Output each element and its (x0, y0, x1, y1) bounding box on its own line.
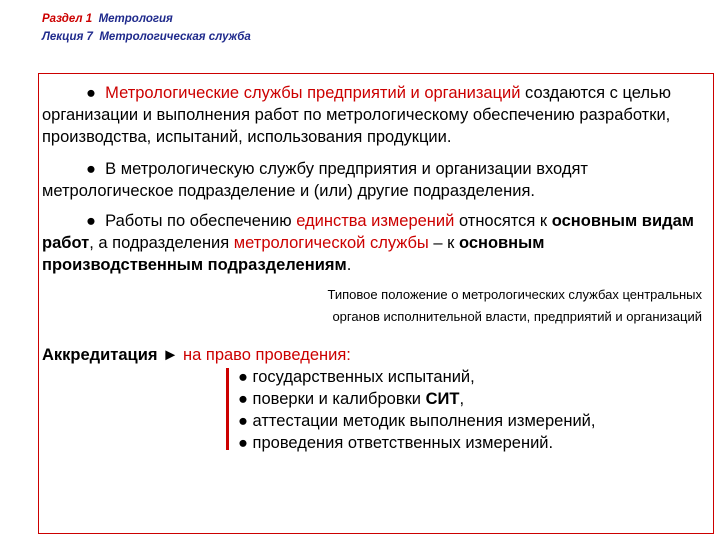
list-item: ● аттестации методик выполнения измерений, (238, 412, 596, 430)
accreditation-heading (42, 344, 351, 366)
lecture-line (42, 28, 251, 46)
list-item: ● поверки и калибровки СИТ, (238, 390, 465, 408)
accreditation-term: Аккредитация (42, 346, 158, 364)
slide-header (42, 10, 251, 46)
paragraph-text: Работы по обеспечению (105, 212, 297, 230)
section-title: Метрология (98, 13, 173, 25)
lecture-title: Метрологическая служба (99, 31, 251, 43)
bullet-icon: ● (86, 84, 96, 102)
paragraph-text: относятся к (454, 212, 552, 230)
accreditation-phrase: на право проведения: (183, 346, 351, 364)
paragraph-services (42, 82, 702, 148)
paragraph-text: создаются с целью организации и выполнения работ по метрологическому обеспечению разработки, производства, испытаний, использования продукции. (42, 84, 671, 146)
paragraph-text: В метрологическую службу предприятия и организации входят метрологическое подразделение и (или) другие подразделения. (42, 160, 588, 200)
note-line: органов исполнительной власти, предприятий и организаций (332, 309, 702, 324)
paragraph-works (42, 210, 702, 276)
paragraph-text: . (346, 256, 352, 274)
list-divider (226, 368, 229, 450)
accreditation-list (238, 366, 595, 454)
regulation-note (232, 284, 702, 328)
section-line (42, 10, 251, 28)
highlight-term: Метрологические службы предприятий и организаций (105, 84, 521, 102)
section-label: Раздел 1 (42, 13, 93, 25)
note-line: Типовое положение о метрологических службах центральных (327, 287, 702, 302)
arrow-right-icon: ► (162, 346, 179, 364)
paragraph-text: , а подразделения (89, 234, 234, 252)
list-item: ● проведения ответственных измерений. (238, 434, 554, 452)
paragraph-composition (42, 158, 702, 202)
paragraph-text: – к (428, 234, 459, 252)
list-item: ● государственных испытаний, (238, 368, 475, 386)
bold-term: основным производственным подразделениям (42, 234, 545, 274)
bullet-icon: ● (86, 160, 96, 178)
bullet-icon: ● (86, 212, 96, 230)
lecture-label: Лекция 7 (42, 31, 93, 43)
bold-term: СИТ (425, 390, 460, 408)
highlight-term: метрологической службы (233, 234, 429, 252)
bold-term: основным видам работ (42, 212, 694, 252)
highlight-term: единства измерений (296, 212, 455, 230)
